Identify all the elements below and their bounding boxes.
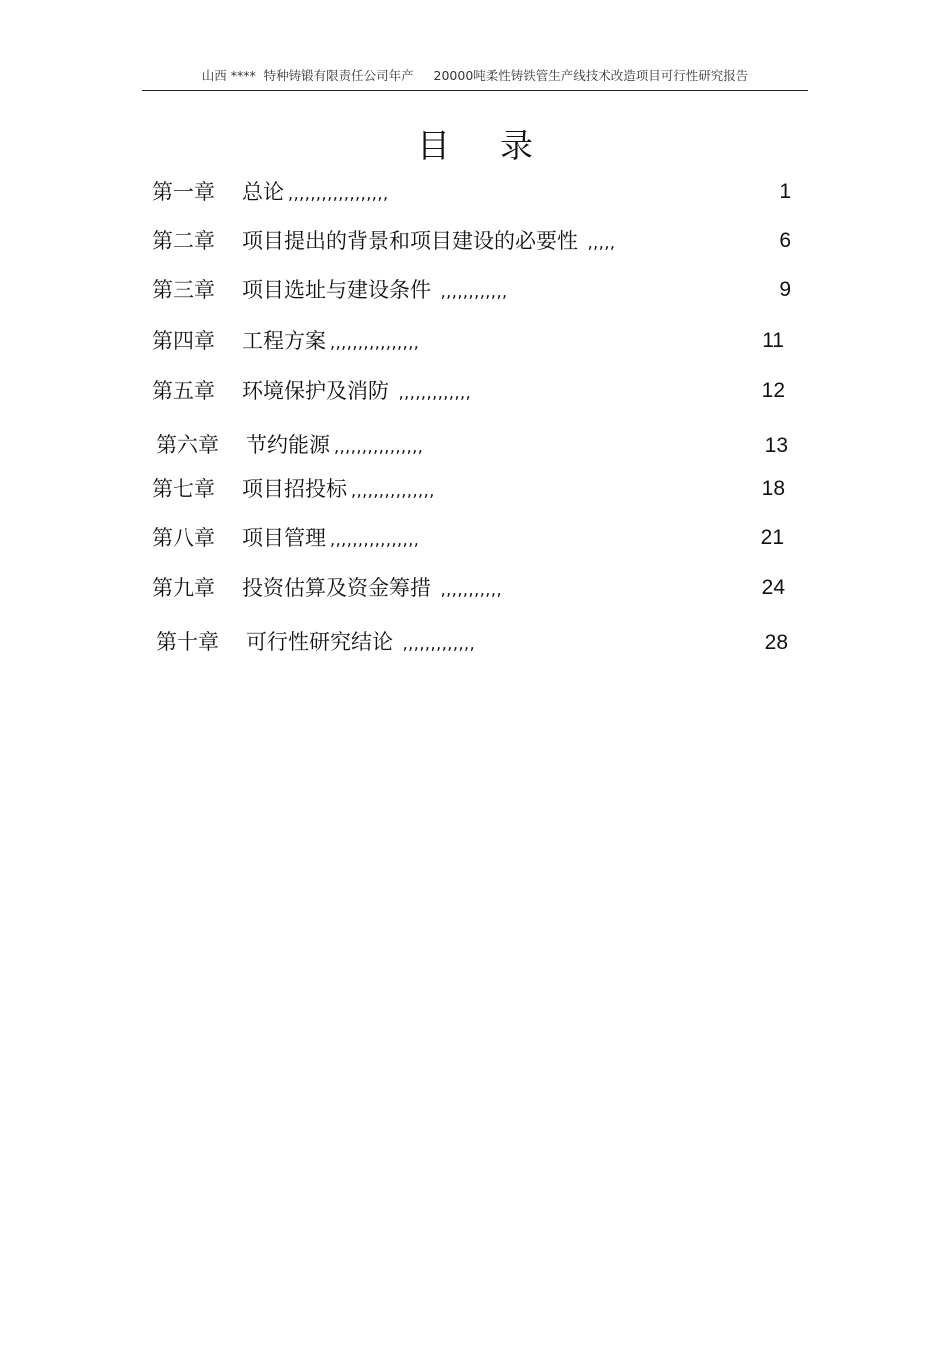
chapter-number: 第三章 [152,278,215,302]
chapter-title: 环境保护及消防 [242,379,389,403]
page-number: 24 [761,576,785,599]
toc-entry-1[interactable] [152,177,389,207]
chapter-number: 第七章 [152,477,215,501]
leader-dots: ,,,,,,,,,,, [435,580,503,599]
chapter-number: 第一章 [152,180,215,204]
chapter-number: 第十章 [156,630,219,654]
page-number: 21 [760,526,784,549]
toc-entry-3[interactable] [152,275,508,305]
toc-entry-5[interactable] [152,376,471,406]
chapter-number: 第二章 [152,229,215,253]
leader-dots: ,,,,,,,,,,,,,,,,,, [288,184,389,203]
chapter-title: 项目提出的背景和项目建设的必要性 [242,229,578,253]
page-number: 9 [779,278,791,301]
leader-dots: ,,,,,,,,,,,,,,,, [334,437,424,456]
page-number: 11 [762,329,784,352]
toc-entry-7[interactable] [152,474,435,504]
leader-dots: ,,,,,,,,,,,,,,,, [330,530,420,549]
leader-dots: ,,,,,,,,,,,,,,, [351,481,435,500]
page-number: 13 [764,434,788,457]
chapter-number: 第八章 [152,526,215,550]
chapter-title: 投资估算及资金筹措 [242,576,431,600]
leader-dots: ,,,,,,,,,,,,, [397,634,476,653]
chapter-title: 可行性研究结论 [246,630,393,654]
chapter-number: 第四章 [152,329,215,353]
chapter-number: 第五章 [152,379,215,403]
leader-dots: ,,,,,,,,,,,,, [393,383,472,402]
chapter-number: 第九章 [152,576,215,600]
chapter-title: 项目招投标 [242,477,347,501]
page-number: 18 [761,477,785,500]
leader-dots: ,,,,, [582,233,616,252]
chapter-title: 总论 [242,180,284,204]
toc-entry-4[interactable] [152,326,419,356]
toc-entry-8[interactable] [152,523,419,553]
chapter-title: 节约能源 [246,433,330,457]
toc-entry-2[interactable] [152,226,616,256]
leader-dots: ,,,,,,,,,,,, [435,282,508,301]
chapter-title: 工程方案 [242,329,326,353]
chapter-title: 项目管理 [242,526,326,550]
toc-entry-6[interactable] [156,430,423,460]
leader-dots: ,,,,,,,,,,,,,,,, [330,333,420,352]
toc-title: 目录 [417,126,583,165]
chapter-number: 第六章 [156,433,219,457]
page-header: 山西 **** 特种铸锻有限责任公司年产 20000吨柔性铸铁管生产线技术改造项目可行性研究报告 [142,66,808,91]
page-number: 28 [764,631,788,654]
toc-entry-9[interactable] [152,573,502,603]
chapter-title: 项目选址与建设条件 [242,278,431,302]
page-number: 1 [779,180,791,203]
toc-entry-10[interactable] [156,627,475,657]
page-number: 12 [761,379,785,402]
page-number: 6 [779,229,791,252]
